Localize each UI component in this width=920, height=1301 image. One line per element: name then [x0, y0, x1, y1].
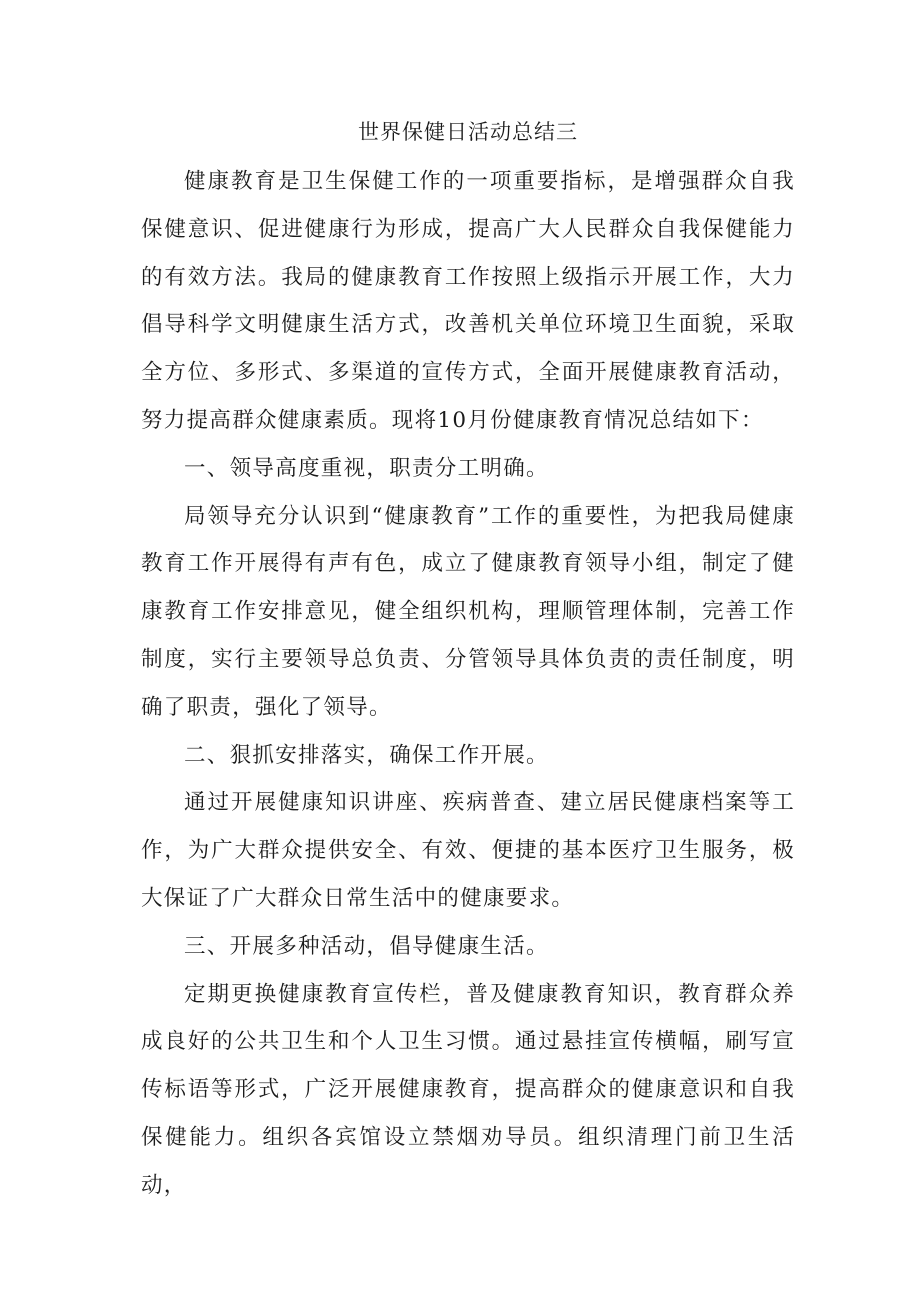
section-heading-1: 一、领导高度重视，职责分工明确。: [184, 455, 549, 481]
section-3-paragraph: 定期更换健康教育宣传栏，普及健康教育知识，教育群众养成良好的公共卫生和个人卫生习惯。通过悬挂宣传横幅，刷写宣传标语等形式，广泛开展健康教育，提高群众的健康意识和自我保健能力。组织各宾馆设立禁烟劝导员。组织清理门前卫生活动，: [141, 981, 795, 1198]
section-2-paragraph: 通过开展健康知识讲座、疾病普查、建立居民健康档案等工作，为广大群众提供安全、有效、便捷的基本医疗卫生服务，极大保证了广大群众日常生活中的健康要求。: [141, 790, 795, 911]
section-1-paragraph: 局领导充分认识到“健康教育”工作的重要性，为把我局健康教育工作开展得有声有色，成立了健康教育领导小组，制定了健康教育工作安排意见，健全组织机构，理顺管理体制，完善工作制度，实行主要领导总负责、分管领导具体负责的责任制度，明确了职责，强化了领导。: [141, 503, 795, 720]
document-page: [141, 112, 795, 1210]
document-title: 世界保健日活动总结三: [358, 120, 578, 144]
intro-paragraph: 健康教育是卫生保健工作的一项重要指标，是增强群众自我保健意识、促进健康行为形成，提高广大人民群众自我保健能力的有效方法。我局的健康教育工作按照上级指示开展工作，大力倡导科学文明健康生活方式，改善机关单位环境卫生面貌，采取全方位、多形式、多渠道的宣传方式，全面开展健康教育活动，努力提高群众健康素质。现将10月份健康教育情况总结如下：: [141, 169, 795, 433]
section-heading-3: 三、开展多种活动，倡导健康生活。: [184, 933, 549, 959]
section-heading-2: 二、狠抓安排落实，确保工作开展。: [184, 742, 549, 768]
